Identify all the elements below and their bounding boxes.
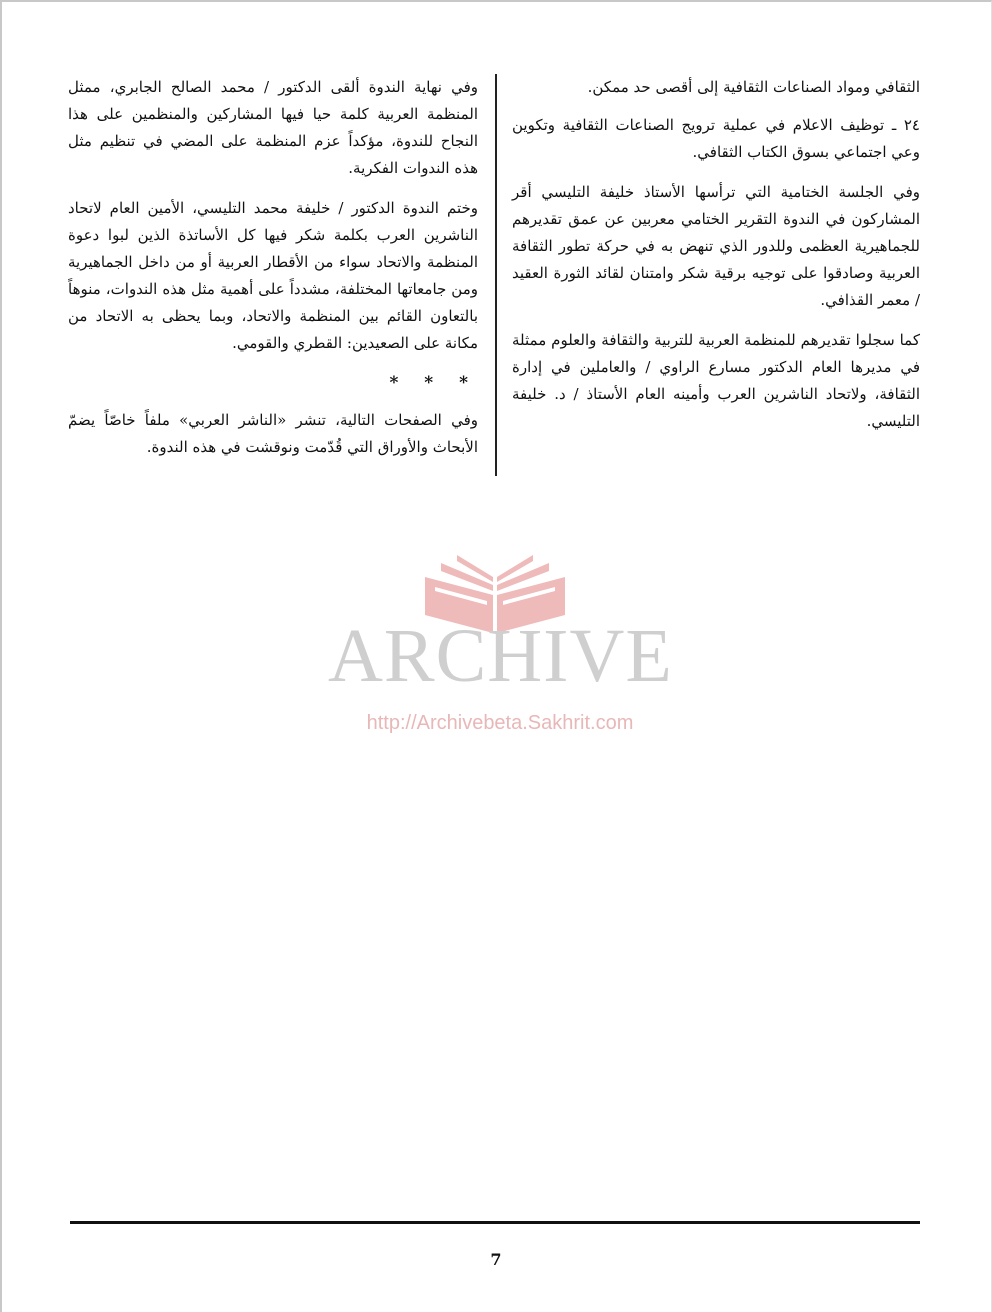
right-paragraph-3: وفي الجلسة الختامية التي ترأسها الأستاذ خليفة التليسي أقر المشاركون في الندوة التقرير الختامي معربين عن عمق تقديرهم للجماهيرية العظمى وللدور الذي تنهض به في حركة تطور الثقافة العربية وصادقوا على توجيه برقية شكر وامتنان لقائد الثورة العقيد / معمر القذافي. — [512, 183, 920, 309]
watermark-title: ARCHIVE — [328, 614, 673, 698]
watermark-url: http://Archivebeta.Sakhrit.com — [366, 712, 634, 734]
right-column — [512, 74, 920, 448]
left-paragraph-2: وختم الندوة الدكتور / خليفة محمد التليسي، الأمين العام لاتحاد الناشرين العرب بكلمة شكر فيها كل الأساتذة الذين لبوا دعوة المنظمة والاتحاد سواء من الأقطار العربية أو من داخل الجماهيرية ومن جامعاتها المختلفة، مشدداً على أهمية مثل هذه الندوات، منوهاً بالتعاون القائم بين المنظمة والاتحاد، وبما يحظى به الاتحاد من مكانة على الصعيدين: القطري والقومي. — [68, 199, 478, 352]
column-divider — [495, 74, 497, 476]
left-paragraph-3: وفي الصفحات التالية، تنشر «الناشر العربي» ملفاً خاصّاً يضمّ الأبحاث والأوراق التي قُدّمت ونوقشت في هذه الندوة. — [68, 411, 478, 456]
left-column — [68, 74, 478, 474]
right-paragraph-4: كما سجلوا تقديرهم للمنظمة العربية للتربية والثقافة والعلوم ممثلة في مديرها العام الدكتور مسارع الراوي / والعاملين في إدارة الثقافة، ولاتحاد الناشرين العرب وأمينه العام الأستاذ / د. خليفة التليسي. — [512, 331, 920, 430]
page-number: 7 — [490, 1250, 502, 1269]
section-separator: * * * — [389, 373, 478, 393]
footer-rule — [70, 1221, 920, 1224]
right-paragraph-1: الثقافي ومواد الصناعات الثقافية إلى أقصى حد ممكن. — [587, 78, 920, 96]
right-paragraph-2: ٢٤ ـ توظيف الاعلام في عملية ترويج الصناعات الثقافية وتكوين وعي اجتماعي بسوق الكتاب الثقافي. — [512, 116, 920, 161]
archive-watermark — [300, 555, 700, 745]
left-paragraph-1: وفي نهاية الندوة ألقى الدكتور / محمد الصالح الجابري، ممثل المنظمة العربية كلمة حيا فيها المشاركين والمنظمين على هذا النجاح للندوة، مؤكداً عزم المنظمة على المضي في تنظيم مثل هذه الندوات الفكرية. — [68, 78, 478, 177]
